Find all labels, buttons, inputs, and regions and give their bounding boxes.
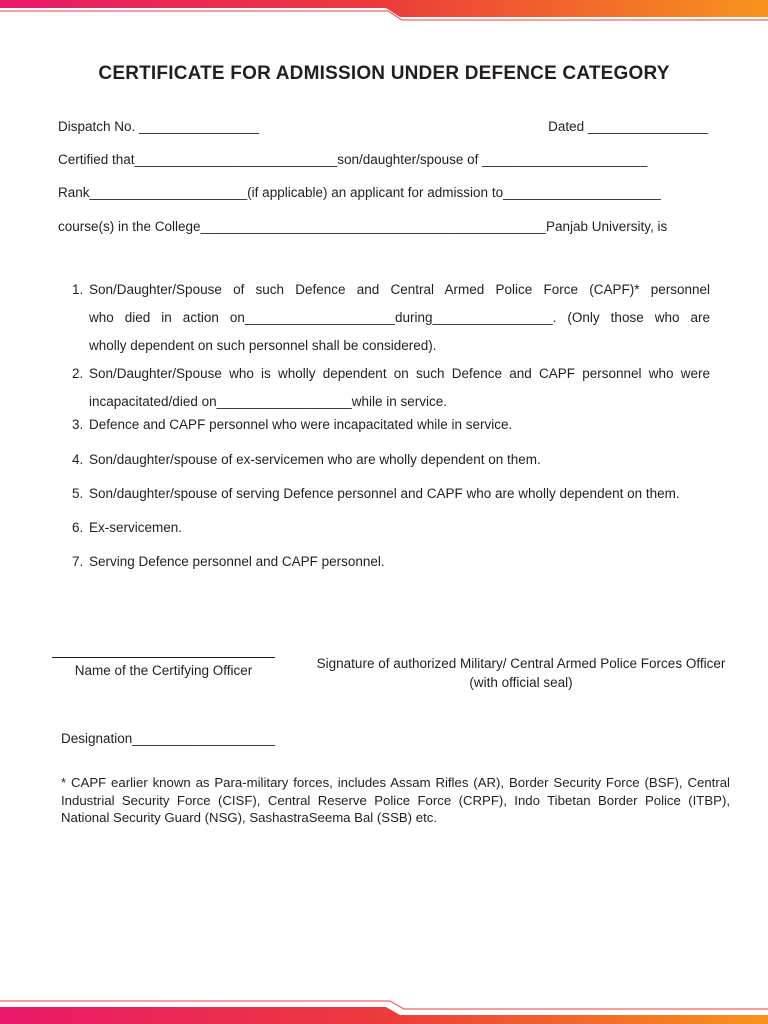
dispatch-row: [58, 119, 708, 134]
list-item-text[interactable]: incapacitated/died on__________________while in service.: [89, 394, 448, 409]
list-item-text: Son/daughter/spouse of ex-servicemen who are wholly dependent on them.: [89, 452, 541, 467]
list-item-number: 4.: [72, 452, 84, 467]
list-item-text: Son/daughter/spouse of serving Defence personnel and CAPF who are wholly dependent on them.: [89, 486, 680, 501]
list-item-number: 1.: [72, 282, 84, 297]
list-item-number: 7.: [72, 554, 84, 569]
certifying-officer-label: Name of the Certifying Officer: [74, 663, 253, 678]
bottom-decorative-band: [0, 998, 768, 1024]
signature-line[interactable]: [52, 657, 275, 658]
list-item-text: Ex-servicemen.: [89, 520, 183, 535]
list-item-text: wholly dependent on such personnel shall be considered).: [89, 338, 437, 353]
official-seal-label: (with official seal): [469, 675, 573, 690]
list-item-text: Serving Defence personnel and CAPF personnel.: [89, 554, 385, 569]
list-item-number: 5.: [72, 486, 84, 501]
certified-that-line[interactable]: Certified that___________________________son/daughter/spouse of ______________________: [58, 152, 648, 167]
authorized-signature-block: [298, 654, 744, 692]
list-item-number: 2.: [72, 366, 84, 381]
footnote: * CAPF earlier known as Para-military forces, includes Assam Rifles (AR), Border Security Force (BSF), Central Industrial Security Force (CISF), Central Reserve Police Force (CRPF), Indo Tibetan Border Police (ITBP), National Security Guard (NSG), SashastraSeema Bal (SSB) etc.: [61, 775, 730, 825]
page-title: CERTIFICATE FOR ADMISSION UNDER DEFENCE CATEGORY: [98, 63, 670, 84]
course-line[interactable]: course(s) in the College______________________________________________Panjab University, is: [58, 219, 668, 234]
list-item-number: 6.: [72, 520, 84, 535]
list-item-text: Son/Daughter/Spouse who is wholly dependent on such Defence and CAPF personnel who were: [89, 366, 710, 381]
list-item-number: 3.: [72, 417, 84, 432]
list-item-text[interactable]: who died in action on____________________during________________. (Only those who are: [89, 310, 710, 325]
dispatch-number-field[interactable]: Dispatch No. ________________: [58, 119, 260, 134]
rank-line[interactable]: Rank_____________________(if applicable) an applicant for admission to_____________________: [58, 185, 661, 200]
top-decorative-band: [0, 0, 768, 22]
list-item-text: Son/Daughter/Spouse of such Defence and Central Armed Police Force (CAPF)* personnel: [89, 282, 710, 297]
designation-field[interactable]: Designation___________________: [61, 731, 275, 746]
authorized-signature-label: Signature of authorized Military/ Central Armed Police Forces Officer: [316, 656, 726, 671]
dated-field[interactable]: Dated ________________: [548, 119, 708, 134]
list-item-text: Defence and CAPF personnel who were incapacitated while in service.: [89, 417, 513, 432]
